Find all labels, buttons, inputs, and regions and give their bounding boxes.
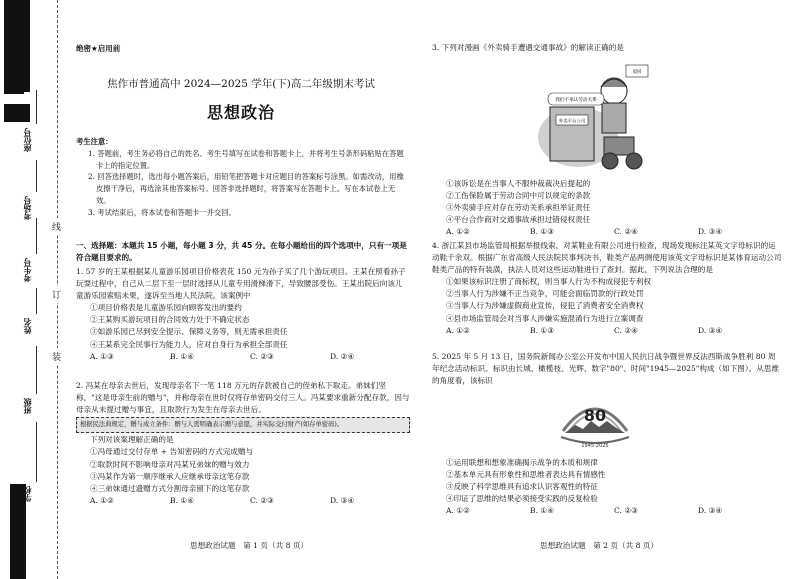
note-item: 2. 回答选择题时，选出每小题答案后，用铅笔把答题卡对应题目的答案标号涂黑。如需改动，用橡皮擦干净后，再选涂其他答案标号。回答非选择题时，将答案写在答题卡上。写在本试卷上无效。 bbox=[88, 172, 404, 205]
emblem-number: 80 bbox=[583, 406, 607, 425]
statement-item: ②当事人行为涉嫌不正当竞争，可能会面临罚款的行政处罚 bbox=[446, 289, 644, 299]
class-label: 班级 bbox=[23, 398, 32, 414]
fill-line bbox=[36, 218, 37, 254]
choice-c[interactable]: C. ②③ bbox=[250, 351, 274, 361]
choice-a[interactable]: A. ①② bbox=[90, 495, 114, 505]
choice-b[interactable]: B. ①④ bbox=[530, 506, 555, 516]
note-item: 3. 考试结束后，将本试卷和答题卡一并交回。 bbox=[88, 207, 236, 217]
choice-c[interactable]: C. ②④ bbox=[614, 325, 638, 335]
secret-mark: 绝密★启用前 bbox=[76, 44, 121, 53]
school-label: 学校 bbox=[23, 486, 32, 502]
choice-d[interactable]: D. ③④ bbox=[698, 506, 723, 516]
fill-line bbox=[36, 346, 37, 394]
question-stem: 5. 2025 年 5 月 13 日，国务院新闻办公室公开发布中国人民抗日战争暨世界反法西斯战争胜利 80 周年纪念活动标识。标识由长城、橄榄枝、光辉、数字"80"、时间"1945—2025"构成（如下图）。从思维的角度看，该标识 bbox=[432, 352, 780, 386]
answer-choices bbox=[432, 505, 782, 517]
question-5-options bbox=[432, 457, 782, 517]
statement-item: ①项目价格表是儿童游乐园向顾客发出的要约 bbox=[90, 303, 242, 313]
statement-item: ④王某系完全民事行为能力人，应对自身行为承担全部责任 bbox=[90, 339, 288, 349]
note-item: 1. 答题前，考生务必将自己的姓名、考生号填写在试卷和答题卡上，并将考生号条形码粘贴在答题卡上的指定位置。 bbox=[88, 148, 404, 170]
section-title: 一、选择题：本题共 15 小题，每小题 3 分，共 45 分。在每小题给出的四个选项中，只有一项是符合题目要求的。 bbox=[76, 241, 407, 262]
emblem-years: 1945-2025 bbox=[581, 443, 609, 449]
notes-heading: 考生注意： bbox=[76, 137, 113, 146]
choice-b[interactable]: B. ①③ bbox=[530, 325, 555, 335]
choice-a[interactable]: A. ①③ bbox=[90, 351, 114, 361]
anniversary-emblem bbox=[555, 391, 635, 451]
question-lead: 下列对该案理解正确的是 bbox=[90, 435, 174, 445]
choice-d[interactable]: D. ③④ bbox=[698, 227, 723, 237]
name-label: 姓名 bbox=[23, 318, 32, 334]
answer-choices bbox=[432, 226, 782, 238]
candidate-notes bbox=[76, 136, 408, 219]
answer-choices bbox=[432, 325, 782, 337]
seat-number-label: 座位号 bbox=[23, 128, 32, 152]
choice-d[interactable]: D. ③④ bbox=[698, 325, 723, 335]
statement-item: ④三弟妹通过遗赠方式分割母亲留下的这笔存款 bbox=[90, 483, 250, 493]
choice-a[interactable]: A. ①② bbox=[446, 325, 470, 335]
choice-d[interactable]: D. ③④ bbox=[330, 495, 355, 505]
candidate-number-label: 考生号 bbox=[23, 258, 32, 282]
delivery-rider-cartoon bbox=[530, 57, 650, 175]
choice-c[interactable]: C. ②③ bbox=[250, 495, 274, 505]
binding-bar bbox=[4, 104, 30, 122]
statement-item: ②王某购买游玩项目的合同效力处于不确定状态 bbox=[90, 315, 250, 325]
statement-item: ③当事人行为涉嫌虚假商业宣传，侵犯了消费者安全消费权 bbox=[446, 301, 644, 311]
statement-item: ②基本单元具有形象性和思维者表达具有情感性 bbox=[446, 470, 606, 480]
question-3-stem bbox=[432, 42, 782, 54]
choice-a[interactable]: A. ①② bbox=[446, 227, 470, 237]
question-5-stem bbox=[432, 351, 782, 387]
statement-item: ①如果该标识注册了商标权，则当事人行为不构成侵犯专利权 bbox=[446, 277, 652, 287]
cartoon-company-label: 外卖平台公司 bbox=[558, 119, 586, 125]
choice-d[interactable]: D. ②④ bbox=[330, 351, 355, 361]
statement-item: ②工伤保险属于劳动合同中可以规定的条款 bbox=[446, 191, 591, 201]
answer-choices bbox=[76, 495, 410, 507]
exam-title: 焦作市普通高中 2024—2025 学年(下)高二年级期末考试 bbox=[107, 78, 375, 90]
choice-c[interactable]: C. ②③ bbox=[614, 506, 638, 516]
exam-room-label: 考场号 bbox=[23, 196, 32, 220]
subject-title: 思想政治 bbox=[206, 103, 275, 122]
question-1 bbox=[76, 266, 410, 363]
choice-b[interactable]: B. ①④ bbox=[170, 495, 195, 505]
statement-item: ②取款时间不影响母亲对冯某兄弟妹的赠与效力 bbox=[90, 459, 250, 469]
statement-item: ④平台合作商对交通事故承担过错侵权责任 bbox=[446, 215, 591, 225]
binding-strip bbox=[0, 0, 62, 579]
question-stem: 1. 57 岁的王某根据某儿童游乐园项目价格表花 150 元为孙子买了几个游玩项目。王某在照看孙子玩耍过程中，自己从二层下至一层时选择从儿童专用滑梯滑下，导致腰部受伤。王某出院后向该儿童游乐园索赔未果，遂诉至当地人民法院。该案例中 bbox=[76, 267, 406, 301]
question-2 bbox=[76, 380, 410, 507]
statement-item: ③如游乐园已尽到安全提示、保障义务等，则无需承担责任 bbox=[90, 327, 288, 337]
binding-bar bbox=[4, 0, 30, 92]
statement-item: ①运用联想和想象准确揭示战争的本质和规律 bbox=[446, 458, 598, 467]
question-stem: 3. 下列对漫画《外卖骑手遭遇交通事故》的解读正确的是 bbox=[432, 43, 624, 52]
fill-line bbox=[36, 422, 37, 482]
cut-word: 装 bbox=[52, 348, 61, 365]
question-3-options bbox=[432, 178, 782, 238]
statement-item: ③冯某作为第一顺序继承人应继承母亲这笔存款 bbox=[90, 471, 250, 481]
statement-item: ①冯母通过交付存单 + 告知密码的方式完成赠与 bbox=[90, 447, 254, 457]
legal-note-box: 根据民法典规定，赠与成立条件：赠与人需明确表示赠与意愿，并实际交付财产(如存单密码)。 bbox=[76, 417, 410, 433]
answer-choices bbox=[76, 351, 410, 363]
fill-line bbox=[36, 90, 37, 124]
cut-word: 线 bbox=[52, 218, 61, 235]
statement-item: ③外卖骑手应对存在劳动关系承担举证责任 bbox=[446, 203, 591, 213]
cut-word: 订 bbox=[52, 286, 61, 303]
fill-line bbox=[36, 160, 37, 192]
page-footer-right: 思想政治试题 第 2 页（共 8 页） bbox=[540, 541, 659, 550]
question-stem: 2. 冯某在母亲去世后，发现母亲名下一笔 118 万元的存款被自己的侄弟私下取走。弟妹们坚称，"这是母亲生前的赠与"，并称母亲在世时仅将存单密码交付三人。冯某要求重新分配存款，因与母亲从未提过赠与事宜，且取款行为发生在母亲去世后。 bbox=[76, 381, 410, 415]
statement-item: ④印证了思维的结果必须接受实践的反复检验 bbox=[446, 494, 598, 504]
fill-line bbox=[36, 288, 37, 314]
choice-b[interactable]: B. ①④ bbox=[170, 351, 195, 361]
statement-item: ①该诉讼是在当事人不服仲裁裁决后提起的 bbox=[446, 179, 591, 188]
question-stem: 4. 浙江某县市场监管局根据举报线索，对某鞋业有限公司进行检查，现场发现标注某英文字母标识的运动鞋千余双。根据广东省高级人民法院民事判决书，鞋类产品两侧使用该英文字母标识是某体育运动公司鞋类产品的特有装潢，执法人员对这些运动鞋进行了查封。据此，下列说法合理的是 bbox=[432, 241, 782, 275]
choice-c[interactable]: C. ②④ bbox=[614, 227, 638, 237]
choice-a[interactable]: A. ①② bbox=[446, 506, 470, 516]
cartoon-reject-label: 驳回 bbox=[632, 70, 642, 75]
statement-item: ④县市场监管局会对当事人涉嫌实施混淆行为进行立案调查 bbox=[446, 313, 644, 323]
choice-b[interactable]: B. ①③ bbox=[530, 227, 555, 237]
page-footer-left: 思想政治试题 第 1 页（共 8 页） bbox=[190, 541, 309, 550]
cartoon-speech-bubble: 我们不承认劳动关系 bbox=[555, 98, 597, 103]
question-4 bbox=[432, 240, 782, 337]
statement-item: ③反映了科学思维具有追求认识客观性的特征 bbox=[446, 482, 598, 492]
